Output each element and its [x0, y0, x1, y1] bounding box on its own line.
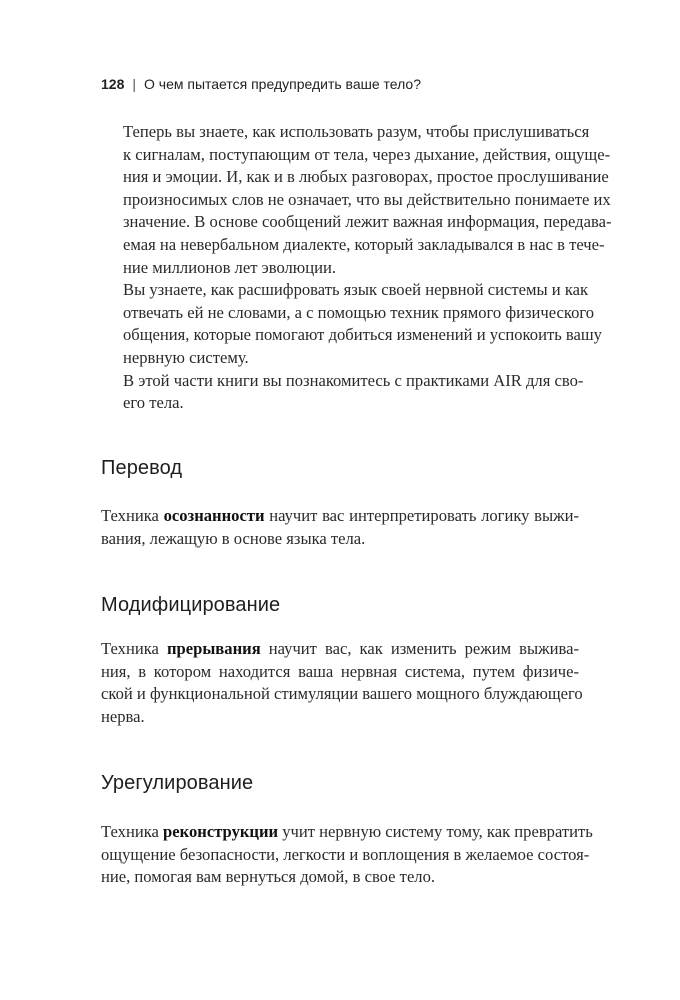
- section-body-regulation: [101, 821, 593, 889]
- technique-term: осознанности: [163, 506, 265, 525]
- text-line: ние миллионов лет эволюции.: [123, 257, 336, 277]
- intro-paragraph-2: [101, 279, 602, 369]
- section-paragraph: [101, 505, 579, 550]
- line-rest: учит нервную систему тому, как превратить: [278, 822, 593, 841]
- technique-term: прерывания: [166, 639, 261, 658]
- text-line: [101, 505, 579, 528]
- text-line: вания, лежащую в основе языка тела.: [101, 528, 366, 548]
- intro-paragraph-3: [101, 370, 584, 415]
- line-rest: научит вас, как изменить режим выжива-: [260, 639, 579, 658]
- text-line: ние, помогая вам вернуться домой, в свое тело.: [101, 867, 436, 887]
- intro-paragraph-1: [101, 121, 612, 279]
- section-heading-modification: Модифицирование: [101, 594, 281, 616]
- section-paragraph: [101, 821, 593, 889]
- text-line: Вы узнаете, как расшифровать язык своей нервной системы и как: [123, 280, 589, 300]
- lead-word: Техника: [101, 822, 164, 841]
- page-number: 128: [101, 76, 125, 92]
- lead-word: Техника: [101, 639, 167, 658]
- text-line: нервную систему.: [123, 347, 249, 367]
- section-body-translation: [101, 505, 579, 550]
- text-line: его тела.: [123, 393, 184, 413]
- section-heading-regulation: Урегулирование: [101, 772, 254, 794]
- lead-word: Техника: [101, 506, 164, 525]
- text-line: ния и эмоции. И, как и в любых разговорах, простое прослушивание: [123, 167, 609, 187]
- section-paragraph: [101, 638, 583, 728]
- text-line: общения, которые помогают добиться изменений и успокоить вашу: [123, 325, 602, 345]
- text-line: к сигналам, поступающим от тела, через дыхание, действия, ощуще-: [123, 144, 611, 164]
- running-head: [101, 76, 421, 92]
- text-line: В этой части книги вы познакомитесь с практиками AIR для сво-: [123, 370, 584, 390]
- line-rest: научит вас интерпретировать логику выжи-: [264, 506, 579, 525]
- text-line: ния, в котором находится ваша нервная система, путем физиче-: [101, 661, 579, 681]
- header-separator: |: [132, 76, 136, 92]
- chapter-title: О чем пытается предупредить ваше тело?: [144, 76, 421, 92]
- text-line: [101, 638, 579, 661]
- text-line: отвечать ей не словами, а с помощью техник прямого физического: [123, 302, 595, 322]
- text-line: значение. В основе сообщений лежит важная информация, передава-: [123, 212, 612, 232]
- intro-text: [101, 121, 612, 415]
- text-line: ощущение безопасности, легкости и воплощения в желаемое состоя-: [101, 844, 590, 864]
- text-line: [101, 821, 593, 844]
- text-line: произносимых слов не означает, что вы действительно понимаете их: [123, 189, 611, 209]
- text-line: нерва.: [101, 706, 145, 726]
- text-line: емая на невербальном диалекте, который закладывался в нас в тече-: [123, 234, 605, 254]
- text-line: ской и функциональной стимуляции вашего мощного блуждающего: [101, 684, 583, 704]
- section-body-modification: [101, 638, 583, 728]
- technique-term: реконструкции: [163, 822, 279, 841]
- section-heading-translation: Перевод: [101, 457, 183, 479]
- text-line: Теперь вы знаете, как использовать разум, чтобы прислушиваться: [123, 122, 590, 141]
